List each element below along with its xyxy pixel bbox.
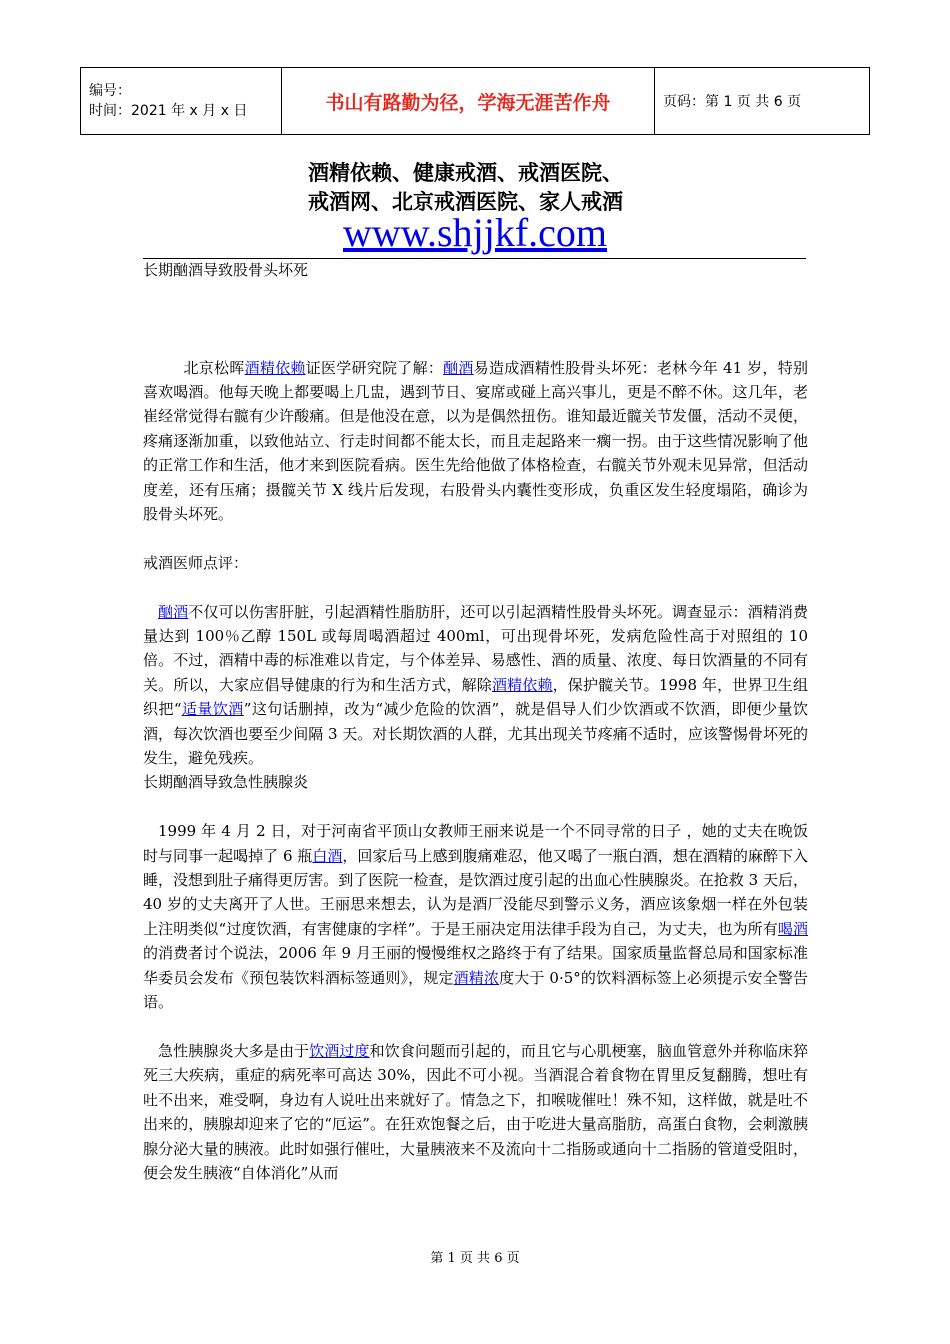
article1-heading: 长期酗酒导致股骨头坏死 bbox=[143, 261, 309, 279]
article2-paragraph-2: 急性胰腺炎大多是由于饮酒过度和饮食问题而引起的，而且它与心肌梗塞，脑血管意外并称临床猝死三大疾病，重症的病死率可高达 30%，因此不可小视。当酒混合着食物在胃里反复翻腾，想吐有吐不出来，难受啊，身边有人说吐出来就好了。情急之下，扣喉咙催吐！殊不知，这样做，就是吐不出来的，胰腺却迎来了它的“厄运”。在狂欢饱餐之后，由于吃进大量高脂肪，高蛋白食物，会刺激胰腺分泌大量的胰液。此时如强行催吐，大量胰液来不及流向十二指肠或通向十二指肠的管道受阻时，便会发生胰液“自体消化”从而 bbox=[143, 1041, 808, 1182]
article2-heading: 长期酗酒导致急性胰腺炎 bbox=[143, 773, 309, 792]
link-moderate-drinking[interactable]: 适量饮酒 bbox=[181, 700, 244, 719]
site-url bbox=[0, 208, 950, 258]
link-alcohol-concentration[interactable]: 酒精浓 bbox=[453, 968, 500, 987]
link-baijiu[interactable]: 白酒 bbox=[312, 846, 343, 865]
article2-paragraph-1: 1999 年 4 月 2 日，对于河南省平顶山女教师王丽来说是一个不同寻常的日子 ，她的丈夫在晚饭时与同事一起喝掉了 6 瓶白酒，回家后马上感到腹痛难忍，他又喝了一瓶白酒，想在酒精的麻醉下入睡，没想到肚子痛得更厉害。到了医院一检查，是饮酒过度引起的出血心性胰腺炎。在抢救 3 天后，40 岁的丈夫离开了人世。王丽思来想去，认为是酒厂没能尽到警示义务，酒应该象烟一样在外包装上注明类似“过度饮酒，有害健康的字样”。于是王丽决定用法律手段为自己，为丈夫，也为所有喝酒的消费者讨个说法，2006 年 9 月王丽的慢慢维权之路终于有了结果。国家质量监督总局和国家标准华委员会发布《预包装饮料酒标签通则》，规定酒精浓度大于 0·5°的饮料酒标签上必须提示安全警告语。 bbox=[143, 822, 808, 1012]
motto: 书山有路勤为径，学海无涯苦作舟 bbox=[282, 68, 655, 135]
link-alcoholism-2[interactable]: 酗酒 bbox=[158, 602, 189, 621]
page-footer: 第 1 页 共 6 页 bbox=[430, 1251, 520, 1266]
article1-paragraph-2: 酗酒不仅可以伤害肝脏，引起酒精性脂肪肝，还可以引起酒精性股骨头坏死。调查显示：酒精消费量达到 100％乙醇 150L 或每周喝酒超过 400ml，可出现骨坏死，发病危险性高于对照组的 10 倍。不过，酒精中毒的标准难以肯定，与个体差异、易感性、酒的质量、浓度、每日饮酒量的不同有关。所以，大家应倡导健康的行为和生活方式，解除酒精依赖，保护髋关节。1998 年，世界卫生组织把“适量饮酒”这句话删掉，改为“减少危险的饮酒”，就是倡导人们少饮酒或不饮酒，即便少量饮酒，每次饮酒也要至少间隔 3 天。对长期饮酒的人群，尤其出现关节疼痛不适时，应该警惕骨坏死的发生，避免残疾。 bbox=[143, 602, 808, 768]
time-label: 时间：2021 年 x 月 x 日 bbox=[89, 103, 248, 119]
link-drinking[interactable]: 喝酒 bbox=[777, 919, 808, 938]
link-alcohol-dependence-2[interactable]: 酒精依赖 bbox=[491, 675, 553, 694]
comment-label: 戒酒医师点评： bbox=[143, 553, 249, 572]
header-table bbox=[80, 67, 870, 135]
article1-paragraph-1: 北京松晖酒精依赖证医学研究院了解：酗酒易造成酒精性股骨头坏死：老林今年 41 岁，特别喜欢喝酒。他每天晚上都要喝上几盅，遇到节日、宴席或碰上高兴事儿，更是不醉不休。这几年，老崔经常觉得右髋有少许酸痛。但是他没在意，以为是偶然扭伤。谁知最近髋关节发僵，活动不灵便，疼痛逐渐加重，以致他站立、行走时间都不能太长，而且走起路来一瘸一拐。由于这些情况影响了他的正常工作和生活，他才来到医院看病。医生先给他做了体格检查，右髋关节外观未见异常，但活动度差，还有压痛；摄髋关节 X 线片后发现，右股骨头内囊性变形成，负重区发生轻度塌陷，确诊为股骨头坏死。 bbox=[143, 358, 808, 524]
link-alcoholism[interactable]: 酗酒 bbox=[443, 358, 474, 377]
title-line-1: 酒精依赖、健康戒酒、戒酒医院、 bbox=[308, 160, 623, 185]
page-info: 页码：第 1 页 共 6 页 bbox=[655, 68, 870, 135]
title-line-2: 戒酒网、北京戒酒医院、家人戒酒 bbox=[308, 189, 623, 214]
link-alcohol-dependence[interactable]: 酒精依赖 bbox=[244, 358, 306, 377]
article-body bbox=[143, 258, 808, 1185]
serial-label: 编号： bbox=[89, 83, 131, 99]
site-url-link[interactable]: www.shjjkf.com bbox=[342, 210, 608, 255]
header-meta-cell bbox=[81, 68, 282, 135]
link-excessive-drinking[interactable]: 饮酒过度 bbox=[309, 1041, 370, 1060]
